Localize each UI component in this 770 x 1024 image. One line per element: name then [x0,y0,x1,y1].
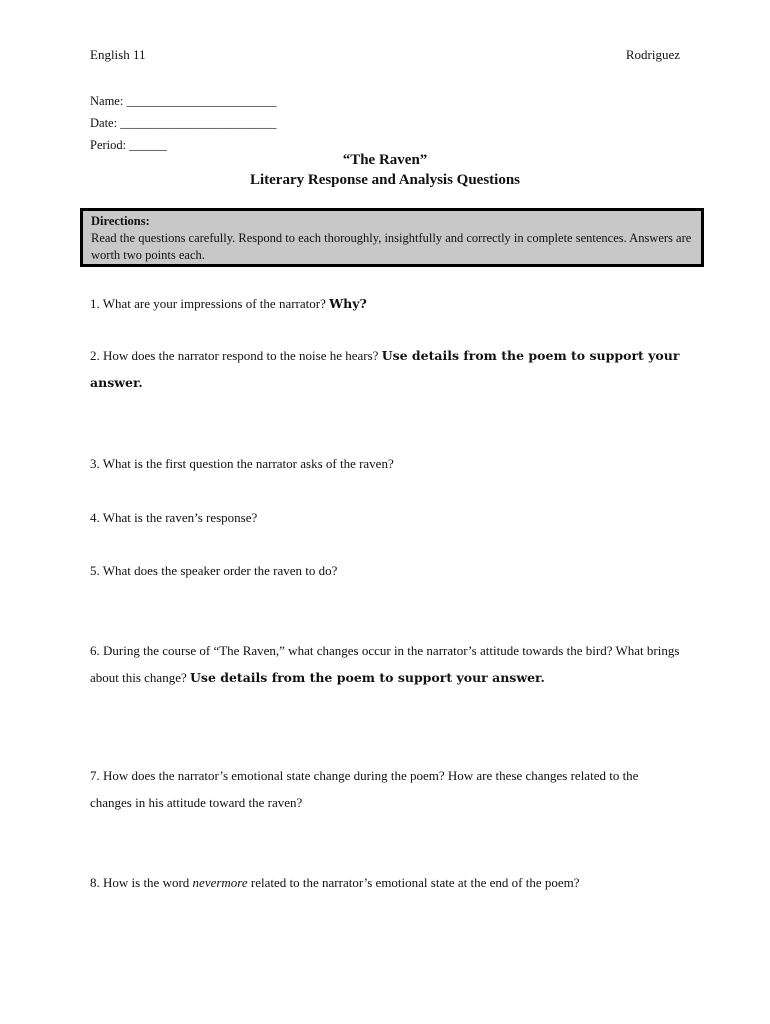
question-8 [90,869,680,896]
poem-title: “The Raven” [342,152,428,168]
question-emphasis: Why? [329,296,367,311]
period-label: Period: [90,138,127,152]
question-emphasis: Use details from the poem to support your answer. [90,348,680,390]
name-field [90,94,276,109]
question-text: 7. How does the narrator’s emotional state change during the poem? How are these changes related to the changes in his attitude toward the raven? [90,768,639,810]
question-4 [90,504,680,531]
period-blank: ______ [129,138,167,152]
directions-heading: Directions: [91,214,150,228]
question-italic-word: nevermore [192,875,248,890]
date-field [90,116,276,131]
question-1 [90,290,680,317]
period-field [90,138,167,153]
date-label: Date: [90,116,118,130]
question-text: 5. What does the speaker order the raven to do? [90,563,338,578]
course-name: English 11 [90,47,146,62]
question-text: 2. How does the narrator respond to the noise he hears? [90,348,382,363]
directions-text: Read the questions carefully. Respond to each thoroughly, insightfully and correctly in complete sentences. Answers are worth two points each. [91,231,692,262]
question-3 [90,450,680,477]
date-blank: _________________________ [120,116,277,130]
question-2 [90,342,680,396]
question-text: 1. What are your impressions of the narrator? [90,296,330,311]
question-text-before: 8. How is the word [90,875,193,890]
worksheet-title: Literary Response and Analysis Questions [249,172,521,188]
question-emphasis: Use details from the poem to support your answer. [190,670,545,685]
question-text: 4. What is the raven’s response? [90,510,258,525]
teacher-name: Rodriguez [625,47,680,62]
question-text-after: related to the narrator’s emotional state at the end of the poem? [247,875,580,890]
question-7 [90,762,680,816]
directions-box [80,208,704,267]
question-6 [90,637,680,691]
question-5 [90,557,680,584]
name-label: Name: [90,94,124,108]
question-text: 6. During the course of “The Raven,” what changes occur in the narrator’s attitude towards the bird? What brings about this change? [90,643,680,685]
name-blank: ________________________ [126,94,277,108]
question-text: 3. What is the first question the narrator asks of the raven? [90,456,394,471]
